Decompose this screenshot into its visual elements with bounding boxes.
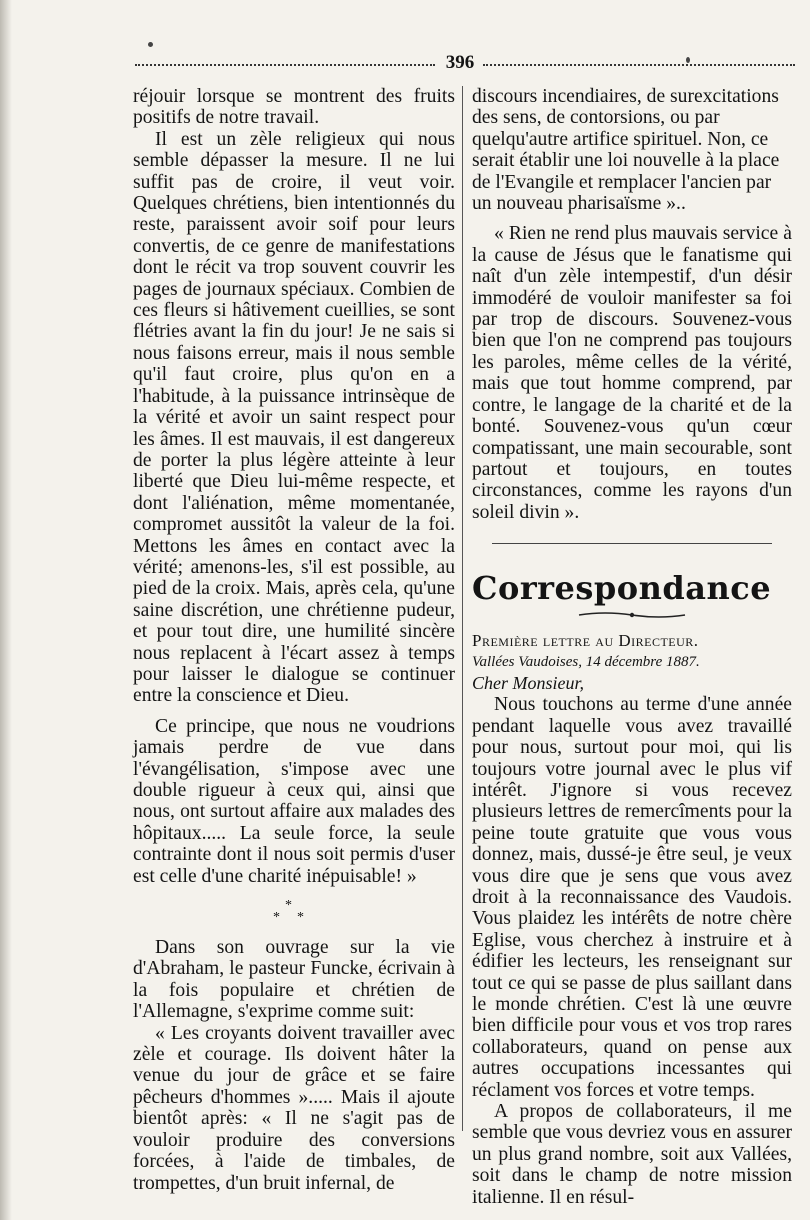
paragraph: A propos de collaborateurs, il me semble que vous devriez vous en assurer un plus grand nombre, soit aux Vallées, soit dans le champ de notre mission italienne. Il en résul- [472, 1101, 792, 1208]
paragraph: Ce principe, que nous ne voudrions jamais perdre de vue dans l'évangélisation, s'impose avec une double rigueur à ceux qui, ainsi que nous, ont surtout affaire aux malades des hôpitaux..... La seule force, la seule contrainte dont il nous soit permis d'user est celle d'une charité inépuisable! » [133, 715, 455, 887]
letter-dateline: Vallées Vaudoises, 14 décembre 1887. [472, 653, 700, 670]
letter-subheading: Première lettre au Directeur. [472, 631, 699, 651]
column-divider [462, 86, 463, 1131]
section-break-asterisks: * * * [273, 898, 304, 926]
ink-spot [148, 42, 153, 47]
header-rule-left [135, 64, 435, 66]
section-title: Correspondance [472, 569, 772, 608]
title-flourish [577, 610, 687, 620]
paragraph: discours incendiaires, de surexcitations des sens, de contorsions, ou par quelqu'autre artifice spirituel. Non, ce serait établir une loi nouvelle à la place de l'Evangile et remplacer l'ancien par un nouveau pharisaïsme ».. [472, 86, 780, 215]
page-edge-shadow [0, 0, 12, 1220]
left-column [133, 86, 455, 1194]
paragraph: « Les croyants doivent travailler avec zèle et courage. Ils doivent hâter la venue du jour de grâce et se faire pêcheurs d'hommes »..... Mais il ajoute bientôt après: « Il ne s'agit pas de vouloir produire des conversions forcées, à l'aide de timbales, de trompettes, d'un bruit infernal, de [133, 1022, 455, 1194]
right-column [472, 86, 792, 1208]
header-rule-right [483, 64, 795, 66]
paragraph: Nous touchons au terme d'une année pendant laquelle vous avez travaillé pour nous, surtout pour moi, qui lis toujours votre journal avec le plus vif intérêt. J'ignore si vous recevez plusieurs lettres de remercîments pour la peine toute gratuite que vous vous donnez, mais, dussé-je être seul, je veux vous dire que je sens que vous avez droit à la reconnaissance des Vaudois. Vous plaidez les intérêts de notre chère Eglise, vous cherchez à instruire et à édifier les lecteurs, les renseignant sur tout ce qui se passe de plus saillant dans le monde chrétien. C'est là une œuvre bien difficile pour vous et vos trop rares collaborateurs, quand on pense aux autres occupations incessantes qui réclament vos forces et votre temps. [472, 694, 792, 1101]
paragraph: « Rien ne rend plus mauvais service à la cause de Jésus que le fanatisme qui naît d'un zèle intempestif, d'un désir immodéré de vouloir manifester sa foi par trop de discours. Souvenez-vous bien que l'on ne comprend pas toujours les paroles, même celles de la vérité, mais que tout homme comprend, par contre, le langage de la charité et de la bonté. Souvenez-vous qu'un cœur compatissant, une main secourable, sont partout et toujours, en toutes circonstances, comme les rayons d'un soleil divin ». [472, 223, 792, 523]
running-header [135, 52, 795, 76]
paragraph: Dans son ouvrage sur la vie d'Abraham, le pasteur Funcke, écrivain à la fois populaire et chrétien de l'Allemagne, s'exprime comme suit: [133, 937, 455, 1023]
page-number: 396 [445, 52, 475, 73]
paragraph: Il est un zèle religieux qui nous semble dépasser la mesure. Il ne lui suffit pas de croire, il veut voir. Quelques chrétiens, bien intentionnés du reste, paraissent avoir soif pour leurs convertis, de ce genre de manifestations dont le récit va trop souvent couvrir les pages de journaux spéciaux. Combien de ces fleurs si hâtivement cueillies, se sont flétries avant la fin du jour! Je ne sais si nous faisons erreur, mais il nous semble qu'il faut croire, plus qu'on en a l'habitude, à la puissance intrinsèque de la vérité et avoir un saint respect pour les âmes. Il est mauvais, il est dangereux de porter la plus légère atteinte à leur liberté que Dieu lui-même respecte, et dont l'aliénation, même momentanée, compromet aussitôt la valeur de la foi. Mettons les âmes en contact avec la vérité; amenons-les, s'il est possible, au pied de la croix. Mais, après cela, qu'une saine discrétion, une chrétienne pudeur, et pour tout dire, une humilité sincère nous replacent à l'écart assez à temps pour laisser le dialogue se continuer entre la conscience et Dieu. [133, 128, 455, 707]
section-separator [492, 543, 772, 544]
letter-salutation: Cher Monsieur, [472, 672, 584, 693]
paragraph: réjouir lorsque se montrent des fruits positifs de notre travail. [133, 86, 455, 129]
